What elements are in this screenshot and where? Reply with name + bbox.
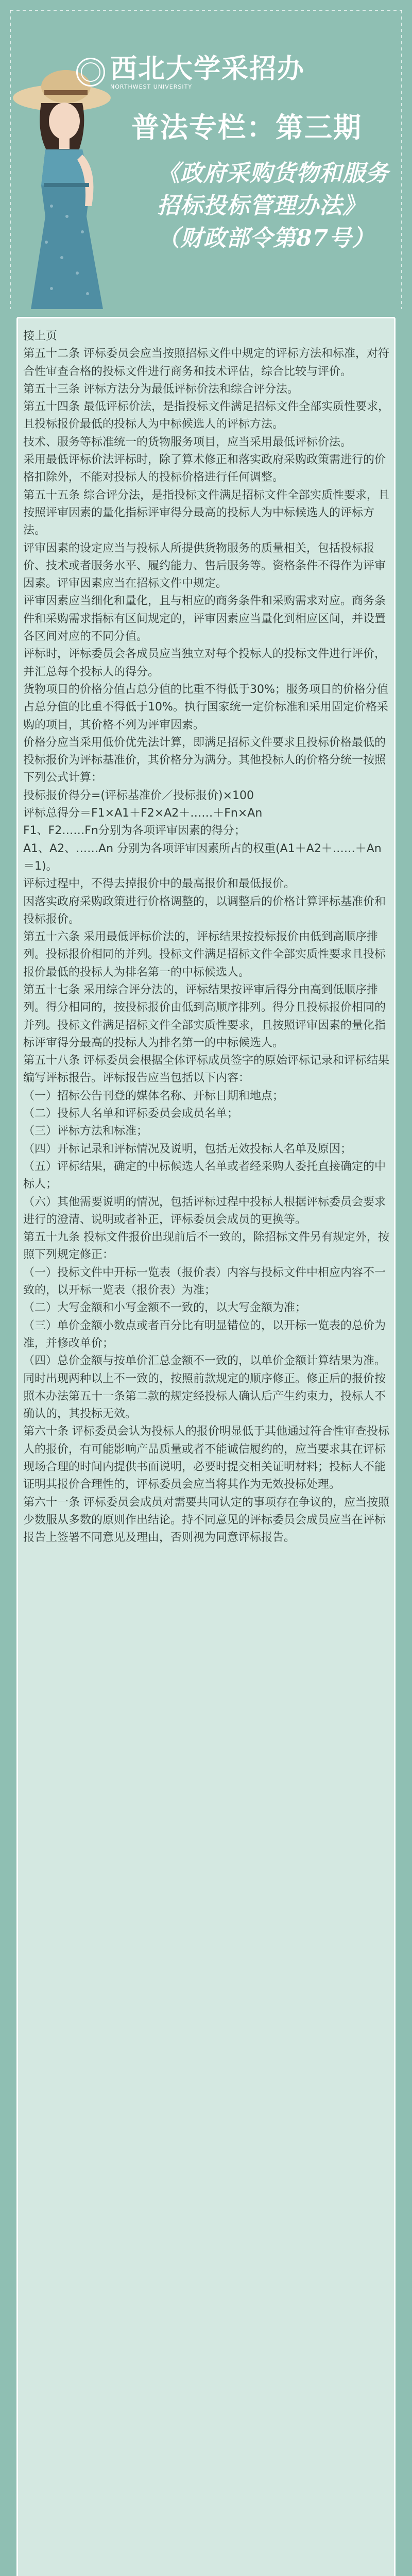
university-seal-icon (76, 58, 105, 87)
issue-title: 普法专栏：第三期 (131, 111, 362, 144)
brand-name: 西北大学采招办 (110, 53, 305, 84)
article-paragraph: 接上页 (23, 330, 58, 343)
article-paragraph: （一）投标文件中开标一览表（报价表）内容与投标文件中相应内容不一致的，以开标一览表（报价表）为准； (23, 1266, 386, 1297)
brand-subtitle: NORTHWEST UNIVERSITY (110, 83, 193, 90)
article-paragraph: （一）招标公告刊登的媒体名称、开标日期和地点； (23, 1089, 284, 1103)
article-paragraph: （二）大写金额和小写金额不一致的，以大写金额为准； (23, 1301, 307, 1315)
article-content-panel (16, 317, 396, 2576)
article-paragraph: 技术、服务等标准统一的货物服务项目，应当采用最低评标价法。 (23, 435, 352, 449)
regulation-title: 《政府采购货物和服务招标投标管理办法》（财政部令第87号） (157, 160, 389, 251)
article-paragraph: 第五十七条 采用综合评分法的，评标结果按评审后得分由高到低顺序排列。得分相同的，按投标报价由低到高顺序排列。得分且投标报价相同的并列。投标文件满足招标文件全部实质性要求，且按照评审因素的量化指标评审得分最高的投标人为排名第一的中标候选人。 (23, 983, 386, 1049)
article-paragraph: 评标时，评标委员会各成员应当独立对每个投标人的投标文件进行评价，并汇总每个投标人的得分。 (23, 648, 386, 679)
article-paragraph: 货物项目的价格分值占总分值的比重不得低于30%；服务项目的价格分值占总分值的比重不得低于10%。执行国家统一定价标准和采用固定价格采购的项目，其价格不列为评审因素。 (23, 683, 388, 732)
article-paragraph: 价格分应当采用低价优先法计算，即满足招标文件要求且投标价格最低的投标报价为评标基准价，其价格分为满分。其他投标人的价格分统一按照下列公式计算： (23, 736, 386, 785)
article-paragraph: （四）总价金额与按单价汇总金额不一致的，以单价金额计算结果为准。 (23, 1354, 386, 1368)
article-paragraph: F1、F2……Fn分别为各项评审因素的得分； (23, 824, 246, 838)
article-paragraph: （六）其他需要说明的情况，包括评标过程中投标人根据评标委员会要求进行的澄清、说明或者补正，评标委员会成员的更换等。 (23, 1195, 386, 1226)
article-paragraph: 第五十八条 评标委员会根据全体评标成员签字的原始评标记录和评标结果编写评标报告。评标报告应当包括以下内容： (23, 1054, 389, 1085)
article-paragraph: 第五十六条 采用最低评标价法的，评标结果按投标报价由低到高顺序排列。投标报价相同的并列。投标文件满足招标文件全部实质性要求且投标报价最低的投标人为排名第一的中标候选人。 (23, 930, 386, 979)
article-paragraph: （三）单价金额小数点或者百分比有明显错位的，以开标一览表的总价为准，并修改单价； (23, 1319, 386, 1350)
article-paragraph: A1、A2、……An 分别为各项评审因素所占的权重(A1＋A2＋……＋An＝1)。 (23, 842, 382, 873)
article-paragraph: 第五十九条 投标文件报价出现前后不一致的，除招标文件另有规定外，按照下列规定修正： (23, 1231, 389, 1262)
article-paragraph: （二）投标人名单和评标委员会成员名单； (23, 1107, 239, 1121)
article-paragraph: 评标过程中，不得去掉报价中的最高报价和最低报价。 (23, 877, 296, 891)
article-paragraph: （四）开标记录和评标情况及说明，包括无效投标人名单及原因； (23, 1142, 352, 1156)
article-paragraph: 评审因素应当细化和量化，且与相应的商务条件和采购需求对应。商务条件和采购需求指标有区间规定的，评审因素应当量化到相应区间，并设置各区间对应的不同分值。 (23, 595, 386, 643)
article-paragraph: 同时出现两种以上不一致的，按照前款规定的顺序修正。修正后的报价按照本办法第五十一条第二款的规定经投标人确认后产生约束力，投标人不确认的，其投标无效。 (23, 1372, 386, 1421)
article-paragraph: 第六十一条 评标委员会成员对需要共同认定的事项存在争议的，应当按照少数服从多数的原则作出结论。持不同意见的评标委员会成员应当在评标报告上签署不同意见及理由，否则视为同意评标报告。 (23, 1496, 389, 1545)
article-paragraph: （三）评标方法和标准； (23, 1125, 148, 1138)
article-paragraph: 第五十二条 评标委员会应当按照招标文件中规定的评标方法和标准，对符合性审查合格的投标文件进行商务和技术评估，综合比较与评价。 (23, 347, 389, 378)
header-banner (0, 0, 412, 314)
article-paragraph: （五）评标结果，确定的中标候选人名单或者经采购人委托直接确定的中标人； (23, 1160, 386, 1191)
article-paragraph: 第五十四条 最低评标价法，是指投标文件满足招标文件全部实质性要求，且投标报价最低的投标人为中标候选人的评标方法。 (23, 400, 389, 431)
article-body (23, 328, 392, 1547)
article-paragraph: 第六十条 评标委员会认为投标人的报价明显低于其他通过符合性审查投标人的报价，有可能影响产品质量或者不能诚信履约的，应当要求其在评标现场合理的时间内提供书面说明，必要时提交相关证明材料；投标人不能证明其报价合理性的，评标委员会应当将其作为无效投标处理。 (23, 1425, 389, 1492)
article-paragraph: 因落实政府采购政策进行价格调整的，以调整后的价格计算评标基准价和投标报价。 (23, 895, 386, 926)
article-paragraph: 评审因素的设定应当与投标人所提供货物服务的质量相关，包括投标报价、技术或者服务水平、履约能力、售后服务等。资格条件不得作为评审因素。评审因素应当在招标文件中规定。 (23, 541, 386, 590)
article-paragraph: 采用最低评标价法评标时，除了算术修正和落实政府采购政策需进行的价格扣除外，不能对投标人的投标价格进行任何调整。 (23, 453, 386, 484)
article-paragraph: 第五十三条 评标方法分为最低评标价法和综合评分法。 (23, 382, 299, 396)
article-paragraph: 第五十五条 综合评分法，是指投标文件满足招标文件全部实质性要求，且按照评审因素的量化指标评审得分最高的投标人为中标候选人的评标方法。 (23, 488, 389, 537)
article-paragraph: 投标报价得分=(评标基准价／投标报价)×100 (23, 789, 254, 802)
article-paragraph: 评标总得分＝F1×A1＋F2×A2＋……＋Fn×An (23, 807, 263, 820)
